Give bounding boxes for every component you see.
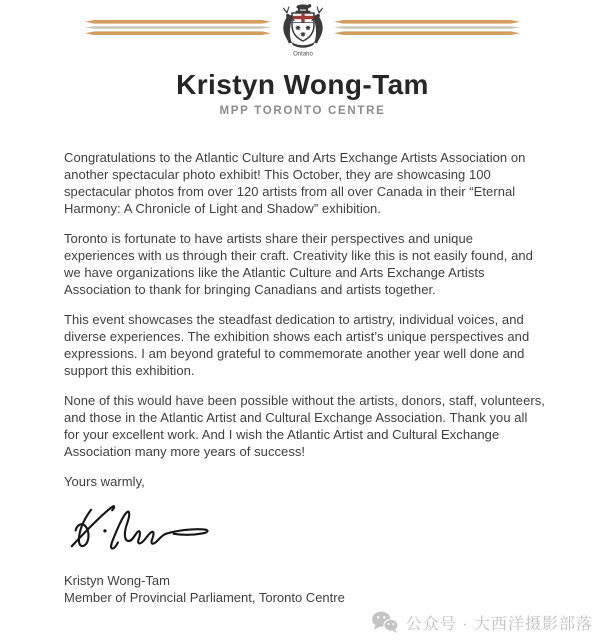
- watermark: [371, 610, 593, 634]
- signer-name: Kristyn Wong-Tam: [64, 573, 170, 588]
- letter-body: [64, 149, 546, 606]
- signature-strokes-icon: [66, 503, 216, 553]
- rule-beige-middle: [85, 26, 271, 29]
- rule-beige-middle: [334, 26, 520, 29]
- letter-paragraph-3: This event showcases the steadfast dedication to artistry, individual voices, and diverse experiences. The exhibition shows each artist’s unique perspectives and expressions. I am beyond grateful to commemorate another year well done and support this exhibition.: [64, 312, 530, 378]
- letter-paragraph-2: Toronto is fortunate to have artists share their perspectives and unique experiences with us through their craft. Creativity like this is not easily found, and we have organizations like the Atlantic Culture and Arts Exchange Artists Association to thank for bringing Canadians and artists together.: [64, 231, 533, 297]
- wechat-icon: [371, 610, 399, 634]
- ontario-coat-of-arms: [270, 2, 336, 63]
- decorative-rule-right: [334, 20, 520, 35]
- signer-title: Member of Provincial Parliament, Toronto Centre: [64, 590, 345, 605]
- letter-paragraph-1: Congratulations to the Atlantic Culture and Arts Exchange Artists Association on another spectacular photo exhibit! This October, they are showcasing 100 spectacular photos from over 120 artists from all over Canada in their “Eternal Harmony: A Chronicle of Light and Shadow” exhibition.: [64, 150, 526, 216]
- author-role-subtitle: MPP TORONTO CENTRE: [219, 105, 386, 117]
- crest-label: Ontario: [292, 51, 313, 58]
- watermark-text: 公众号 · 大西洋摄影部落: [405, 615, 593, 633]
- rule-gold-bottom: [85, 31, 271, 35]
- signature-image: [66, 503, 546, 553]
- closing-salutation: Yours warmly,: [64, 474, 145, 489]
- rule-gold-bottom: [334, 31, 520, 35]
- page-title: Kristyn Wong-Tam: [176, 69, 429, 100]
- ontario-crest-icon: [270, 2, 336, 58]
- decorative-rule-left: [85, 20, 271, 35]
- letter-paragraph-4: None of this would have been possible without the artists, donors, staff, volunteers, and those in the Atlantic Artist and Cultural Exchange Association. Thank you all for your excellent work. And I wish the Atlantic Artist and Cultural Exchange Association many more years of success!: [64, 393, 545, 459]
- rule-gold-top: [85, 20, 271, 24]
- rule-gold-top: [334, 20, 520, 24]
- signer-block: [64, 572, 546, 606]
